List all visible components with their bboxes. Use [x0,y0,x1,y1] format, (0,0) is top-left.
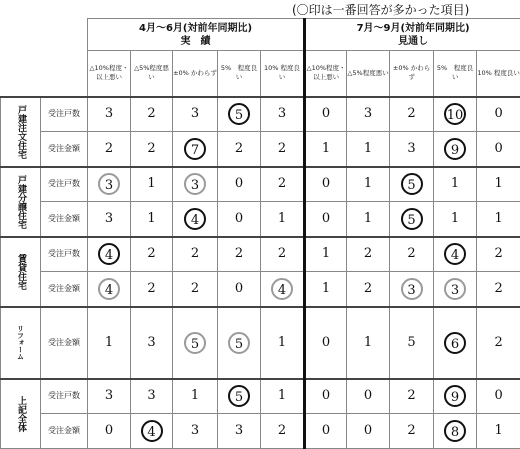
actual-cell [131,379,173,414]
forecast-cell [305,379,347,414]
forecast-cell [347,202,390,237]
value: 2 [363,246,373,262]
actual-cell [261,97,305,132]
forecast-cell [434,132,477,167]
actual-cell [261,414,305,449]
value: 1 [277,334,287,350]
actual-cell [88,97,131,132]
forecast-cell [477,272,520,307]
forecast-cell [434,379,477,414]
value: 2 [190,280,200,296]
value: 3 [190,423,200,438]
forecast-cell [305,132,347,167]
forecast-cell [477,307,520,379]
forecast-cell [390,414,434,449]
value: 1 [363,140,373,156]
col-header-same-forecast: ±0% かわらず [390,51,434,97]
value: 1 [277,388,287,404]
value: 0 [321,210,331,226]
actual-cell [218,132,261,167]
value: 0 [104,423,114,438]
forecast-cell [390,307,434,379]
actual-cell [261,202,305,237]
circled-value: 3 [401,278,423,300]
period1-header [88,19,305,51]
forecast-cell [390,167,434,202]
metric-label: 受注戸数 [41,97,88,132]
value: 2 [234,246,244,262]
value: 2 [277,423,287,438]
actual-cell [173,414,218,449]
table-row [1,202,520,237]
category-label: 戸建分譲住宅 [1,167,41,237]
value: 2 [104,140,114,156]
value: 0 [494,140,503,156]
value: 3 [190,106,200,122]
value: 2 [407,106,416,122]
circled-value: 8 [444,420,466,442]
actual-cell [173,237,218,272]
circled-value: 4 [271,278,293,300]
value: 0 [234,280,244,296]
actual-cell [88,132,131,167]
circled-value: 9 [444,385,466,407]
value: 1 [190,388,200,404]
forecast-cell [477,167,520,202]
actual-cell [131,97,173,132]
value: 1 [450,210,460,226]
value: 2 [494,334,503,350]
value: 1 [321,280,331,296]
actual-cell [261,132,305,167]
actual-cell [173,272,218,307]
actual-cell [131,414,173,449]
value: 2 [277,246,287,262]
forecast-cell [477,132,520,167]
actual-cell [261,379,305,414]
legend-note: (〇印は一番回答が多かった項目) [292,3,470,17]
forecast-cell [434,167,477,202]
value: 1 [363,176,373,192]
actual-cell [131,307,173,379]
actual-cell [261,307,305,379]
value: 3 [104,106,114,122]
forecast-cell [390,272,434,307]
metric-label: 受注金額 [41,272,88,307]
actual-cell [131,167,173,202]
forecast-cell [434,307,477,379]
actual-cell [173,379,218,414]
value: 0 [321,423,331,438]
forecast-cell [347,379,390,414]
forecast-cell [347,414,390,449]
table-row [1,272,520,307]
survey-table [0,18,520,449]
forecast-cell [347,132,390,167]
actual-cell [218,307,261,379]
forecast-cell [477,414,520,449]
circled-value: 6 [444,332,466,354]
forecast-cell [434,97,477,132]
forecast-cell [434,272,477,307]
period1-subtitle: 実 績 [180,35,211,47]
table-row [1,414,520,449]
col-header-worse10-forecast: △10%程度・以上悪い [305,51,347,97]
value: 2 [147,280,156,296]
actual-cell [218,202,261,237]
actual-cell [173,202,218,237]
actual-cell [88,379,131,414]
actual-cell [88,237,131,272]
col-header-worse5: △5%程度悪い [131,51,173,97]
forecast-cell [305,202,347,237]
value: 2 [147,106,156,122]
value: 1 [321,140,331,156]
circled-value: 7 [184,138,206,160]
table-row [1,132,520,167]
value: 2 [277,140,287,156]
value: 5 [407,334,416,350]
forecast-cell [390,202,434,237]
forecast-cell [477,202,520,237]
value: 1 [363,334,373,350]
table-row [1,167,520,202]
table-row [1,307,520,379]
col-header-worse10: △10%程度・以上悪い [88,51,131,97]
value: 3 [104,388,114,404]
circled-value: 5 [228,103,250,125]
col-header-better10-forecast: 10% 程度良い [477,51,520,97]
forecast-cell [347,97,390,132]
value: 2 [494,246,503,262]
actual-cell [261,272,305,307]
actual-cell [173,167,218,202]
metric-label: 受注戸数 [41,167,88,202]
value: 1 [494,210,503,226]
value: 0 [494,388,503,404]
forecast-cell [477,379,520,414]
forecast-cell [347,272,390,307]
category-label: 上記全体 [1,379,41,449]
forecast-cell [305,272,347,307]
col-header-same: ±0% かわらず [173,51,218,97]
circled-value: 4 [98,278,120,300]
actual-cell [173,307,218,379]
actual-cell [218,414,261,449]
actual-cell [131,132,173,167]
value: 1 [450,176,460,192]
metric-label: 受注金額 [41,414,88,449]
metric-label: 受注金額 [41,202,88,237]
value: 0 [321,334,331,350]
forecast-cell [390,97,434,132]
circled-value: 5 [401,208,423,230]
value: 1 [494,176,503,192]
actual-cell [218,237,261,272]
circled-value: 5 [401,173,423,195]
period2-header [305,19,520,51]
period2-title: 7月～9月(対前年同期比) [356,22,470,34]
value: 2 [407,388,416,404]
col-header-better5-forecast: 5% 程度良い [434,51,477,97]
circled-value: 4 [98,243,120,265]
circled-value: 3 [444,278,466,300]
value: 2 [407,246,416,262]
metric-label: 受注金額 [41,132,88,167]
metric-label: 受注金額 [41,307,88,379]
value: 0 [234,176,244,192]
circled-value: 4 [184,208,206,230]
value: 2 [147,246,156,262]
actual-cell [88,167,131,202]
value: 0 [321,388,331,404]
forecast-cell [347,307,390,379]
value: 1 [277,210,287,226]
actual-cell [261,237,305,272]
value: 2 [190,246,200,262]
circled-value: 4 [141,420,163,442]
value: 2 [234,140,244,156]
actual-cell [88,202,131,237]
value: 3 [147,388,156,404]
actual-cell [88,307,131,379]
forecast-cell [305,167,347,202]
header-row-period [1,19,520,51]
forecast-cell [390,379,434,414]
value: 1 [147,210,156,226]
forecast-cell [434,237,477,272]
period2-subtitle: 見通し [398,35,429,47]
period1-title: 4月～6月(対前年同期比) [139,22,253,34]
forecast-cell [434,414,477,449]
value: 3 [234,423,244,438]
actual-cell [88,414,131,449]
forecast-cell [347,167,390,202]
actual-cell [261,167,305,202]
actual-cell [131,202,173,237]
forecast-cell [390,237,434,272]
table-row [1,379,520,414]
category-label: リフォーム [1,307,41,379]
actual-cell [218,167,261,202]
value: 1 [147,176,156,192]
forecast-cell [305,237,347,272]
col-header-better10: 10% 程度良い [261,51,305,97]
circled-value: 9 [444,138,466,160]
value: 1 [104,334,114,350]
value: 3 [363,106,373,122]
forecast-cell [347,237,390,272]
metric-label: 受注戸数 [41,379,88,414]
actual-cell [131,237,173,272]
circled-value: 10 [444,103,466,125]
actual-cell [218,97,261,132]
table-row [1,237,520,272]
circled-value: 5 [228,332,250,354]
value: 3 [104,210,114,226]
col-header-better5: 5% 程度良い [218,51,261,97]
value: 1 [321,246,331,262]
category-label: 戸建注文住宅 [1,97,41,167]
value: 0 [363,388,373,404]
actual-cell [173,132,218,167]
forecast-cell [477,97,520,132]
circled-value: 4 [444,243,466,265]
table-row [1,97,520,132]
value: 0 [494,106,503,122]
header-corner [1,19,88,97]
value: 3 [277,106,287,122]
value: 3 [407,140,416,156]
metric-label: 受注戸数 [41,237,88,272]
forecast-cell [305,307,347,379]
actual-cell [218,272,261,307]
circled-value: 5 [184,332,206,354]
value: 2 [407,423,416,438]
circled-value: 5 [228,385,250,407]
value: 2 [147,140,156,156]
value: 2 [363,280,373,296]
value: 2 [494,280,503,296]
forecast-cell [305,414,347,449]
value: 1 [494,423,503,438]
circled-value: 3 [184,173,206,195]
forecast-cell [477,237,520,272]
col-header-worse5-forecast: △5%程度悪い [347,51,390,97]
value: 0 [363,423,373,438]
value: 3 [147,334,156,350]
circled-value: 3 [98,173,120,195]
forecast-cell [390,132,434,167]
actual-cell [173,97,218,132]
actual-cell [88,272,131,307]
forecast-cell [305,97,347,132]
value: 0 [234,210,244,226]
actual-cell [218,379,261,414]
value: 1 [363,210,373,226]
value: 2 [277,176,287,192]
forecast-cell [434,202,477,237]
value: 0 [321,176,331,192]
value: 0 [321,106,331,122]
category-label: 賃貸住宅 [1,237,41,307]
actual-cell [131,272,173,307]
